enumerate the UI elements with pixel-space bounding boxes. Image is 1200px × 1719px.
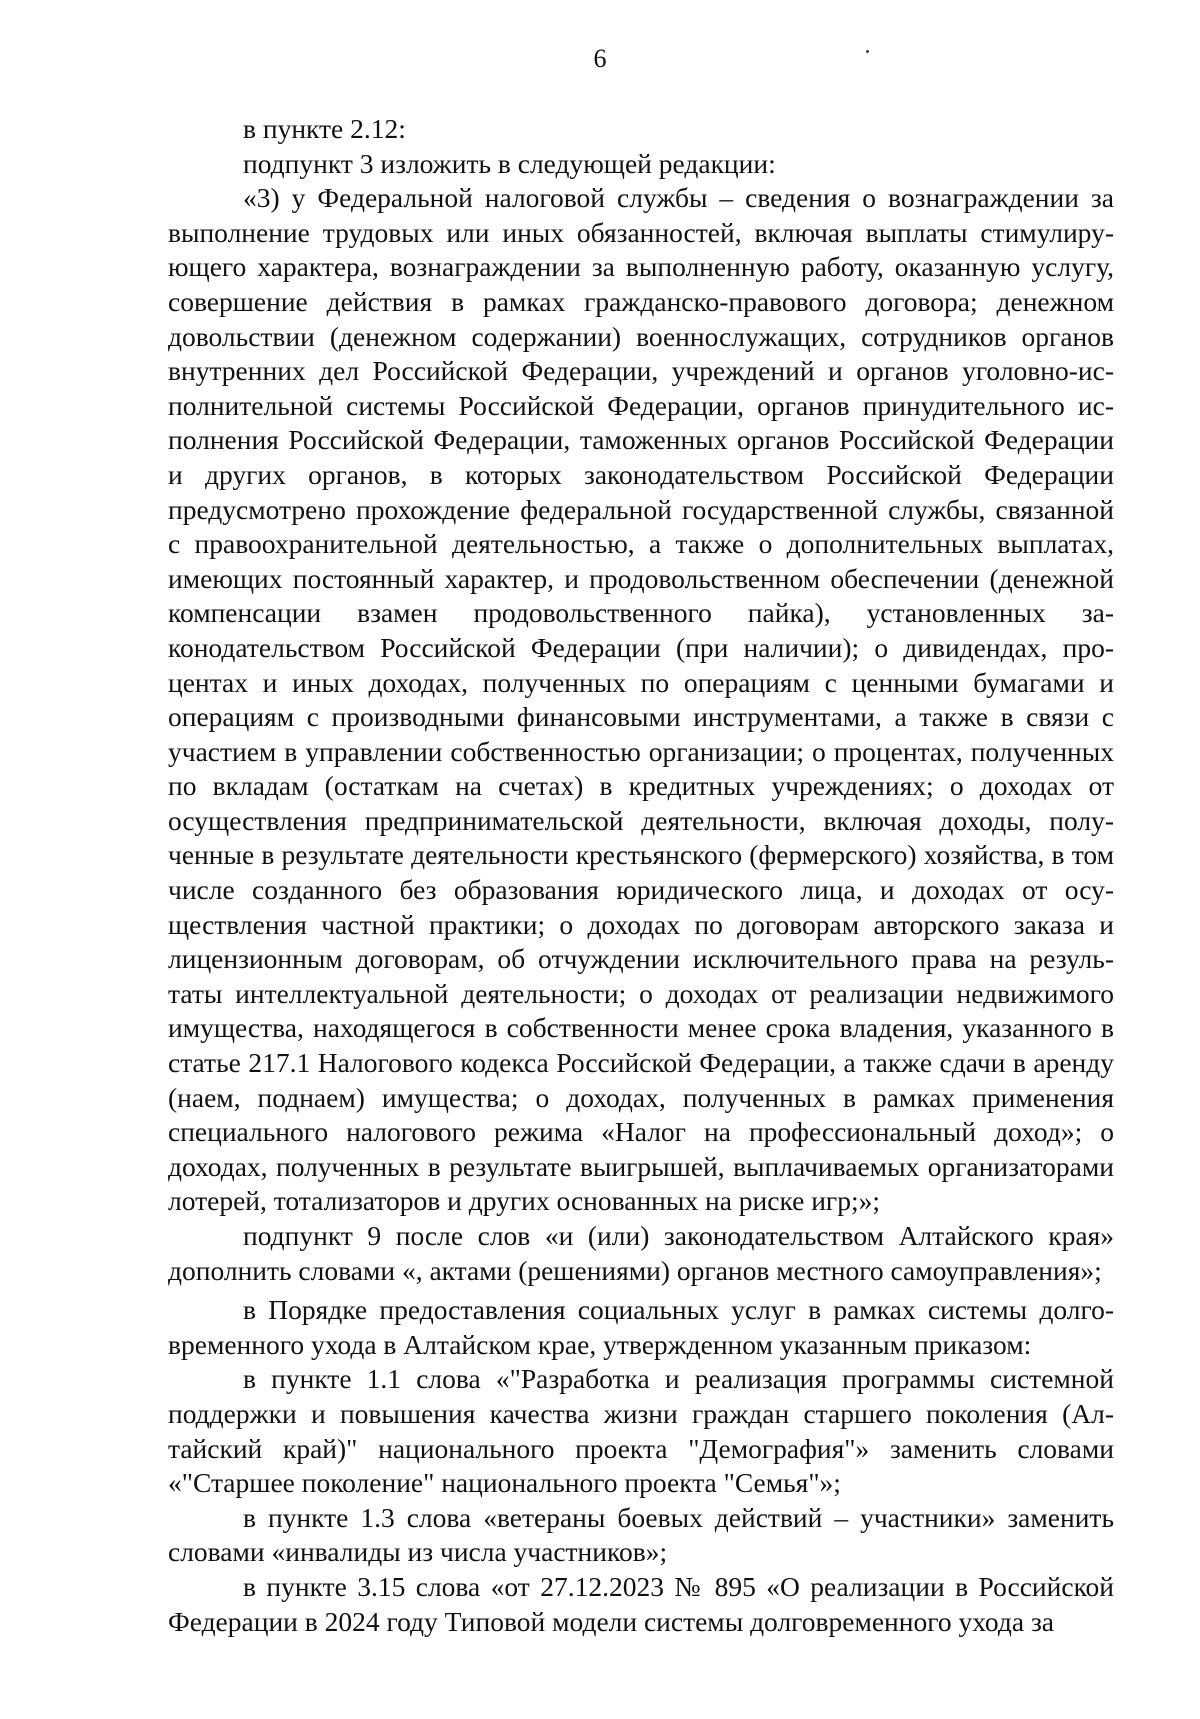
- scan-artifact: [866, 50, 869, 53]
- paragraph-clause-3-15: в пункте 3.15 слова «от 27.12.2023 № 895 «О реализации в Российской Федерации в 2024 году Типовой модели системы долговременного ухода за: [168, 1570, 1114, 1637]
- paragraph-clause-2-12: в пункте 2.12:: [243, 113, 406, 144]
- paragraph-clause-1-3: в пункте 1.3 слова «ветераны боевых действий – участники» заменить словами «инвалиды из числа участников»;: [168, 1501, 1114, 1568]
- document-body: [168, 112, 1114, 1639]
- paragraph-subclause-3-instruction: подпункт 3 изложить в следующей редакции:: [243, 147, 776, 179]
- paragraph-subclause-9: подпункт 9 после слов «и (или) законодательством Алтайского края» дополнить словами «, актами (решениями) органов местного самоуправления»;: [168, 1220, 1114, 1286]
- paragraph-clause-1-1: в пункте 1.1 слова «"Разработка и реализация программы системной поддержки и повышения качества жизни граждан старшего поколения (Алтайский край)" национального проекта "Демография"» заменить словами «"Старшее поколение" национального проекта "Семья"»;: [168, 1363, 1114, 1499]
- page-number: 6: [593, 44, 607, 73]
- paragraph-procedure-intro: в Порядке предоставления социальных услуг в рамках системы долговременного ухода в Алтайском крае, утвержденном указанным приказом:: [168, 1294, 1114, 1360]
- paragraph-subclause-3-text: «3) у Федеральной налоговой службы – сведения о вознаграждении за выполнение трудовых или иных обязанностей, включая выплаты стимулирующего характера, вознаграждении за выполненную работу, оказанную услугу, совершение действия в рамках гражданско-правового договора; денежном довольствии (денежном содержании) военнослужащих, сотрудников органов внутренних дел Российской Федерации, учреждений и органов уголовно-исполнительной системы Российской Федерации, органов принудительного исполнения Российской Федерации, таможенных органов Российской Федерации и других органов, в которых законодательством Российской Федерации предусмотрено прохождение федеральной государственной службы, связанной с правоохранительной деятельностью, а также о дополнительных выплатах, имеющих постоянный характер, и продовольственном обеспечении (денежной компенсации взамен продовольственного пайка), установленных законодательством Российской Федерации (при наличии); о дивидендах, процентах и иных доходах, полученных по операциям с ценными бумагами и операциям с производными финансовыми инструментами, а также в связи с участием в управлении собственностью организации; о процентах, полученных по вкладам (остаткам на счетах) в кредитных учреждениях; о доходах от осуществления предпринимательской деятельности, включая доходы, полученные в результате деятельности крестьянского (фермерского) хозяйства, в том числе созданного без образования юридического лица, и доходах от осуществления частной практики; о доходах по договорам авторского заказа и лицензионным договорам, об отчуждении исключительного права на результаты интеллектуальной деятельности; о доходах от реализации недвижимого имущества, находящегося в собственности менее срока владения, указанного в статье 217.1 Налогового кодекса Российской Федерации, а также сдачи в аренду (наем, поднаем) имущества; о доходах, полученных в рамках применения специального налогового режима «Налог на профессиональный доход»; о доходах, полученных в результате выигрышей, выплачиваемых организаторами лотерей, тотализаторов и других основанных на риске игр;»;: [168, 182, 1114, 1217]
